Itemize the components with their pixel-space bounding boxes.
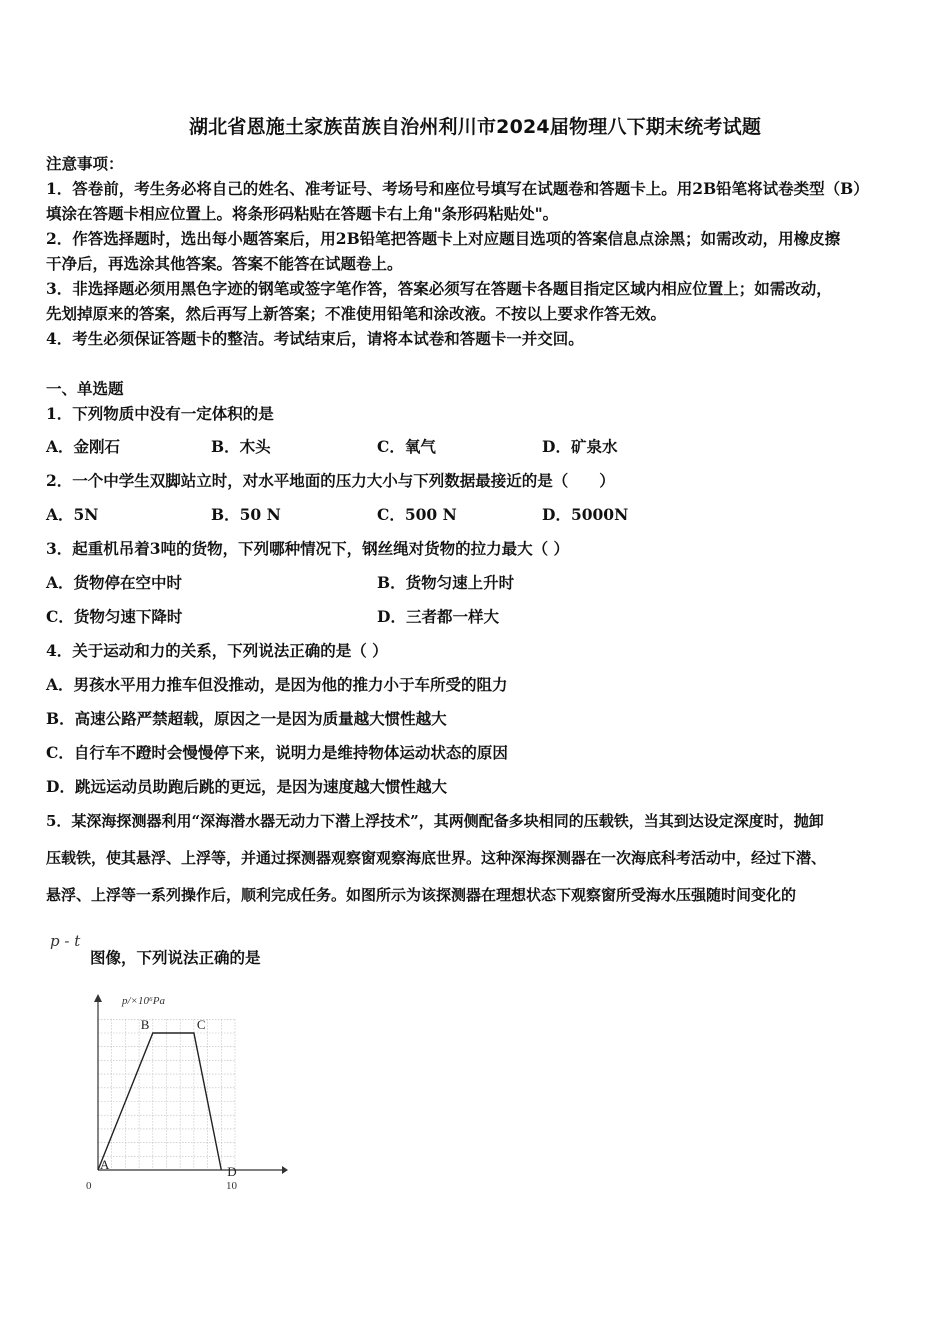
point-label-c: C [196,1017,206,1032]
q5-line: 压载铁，使其悬浮、上浮等，并通过探测器观察窗观察海底世界。这种深海探测器在一次海底科考活动中，经过下潜、 [46,849,827,867]
q3-option-b: B．货物匀速上升时 [377,573,515,592]
q1-option-d: D．矿泉水 [542,437,618,456]
x-tick-label: 10 [226,1180,237,1192]
q2-option-c: C．500 N [377,505,457,524]
q5-stem-tail: 图像，下列说法正确的是 [90,948,261,967]
point-label-b: B [140,1017,150,1032]
section-heading: 一、单选题 [46,379,124,398]
q5-line: 悬浮、上浮等一系列操作后，顺利完成任务。如图所示为该探测器在理想状态下观察窗所受海水压强随时间变化的 [46,886,797,904]
notice-line: 填涂在答题卡相应位置上。将条形码粘贴在答题卡右上角"条形码粘贴处"。 [46,204,559,223]
q4-stem: 4．关于运动和力的关系，下列说法正确的是（ ） [46,641,388,660]
q4-option-c: C．自行车不蹬时会慢慢停下来，说明力是维持物体运动状态的原因 [46,743,508,762]
q1-option-a: A．金刚石 [46,437,121,456]
notice-line: 4．考生必须保证答题卡的整洁。考试结束后，请将本试卷和答题卡一并交回。 [46,329,584,348]
x-origin-label: 0 [86,1180,92,1192]
q5-line: 5．某深海探测器利用“深海潜水器无动力下潜上浮技术”，其两侧配备多块相同的压载铁，当其到达设定深度时，抛卸 [46,812,824,830]
y-axis-label: p/×10⁶Pa [122,995,166,1007]
pressure-time-graph [78,988,288,1198]
y-axis-arrow [94,994,102,1002]
q1-option-c: C．氧气 [377,437,436,456]
graph-grid [98,1019,235,1170]
x-axis-arrow [282,1166,288,1174]
q2-option-b: B．50 N [211,505,281,524]
q1-option-b: B．木头 [211,437,271,456]
notice-line: 1．答卷前，考生务必将自己的姓名、准考证号、考场号和座位号填写在试题卷和答题卡上。用2B铅笔将试卷类型（B） [46,179,869,198]
page-title: 湖北省恩施土家族苗族自治州利川市2024届物理八下期末统考试题 [188,116,762,138]
point-label-d: D [227,1164,237,1179]
q2-option-a: A．5N [46,505,99,524]
notice-heading: 注意事项： [46,154,124,173]
notice-line: 3．非选择题必须用黑色字迹的钢笔或签字笔作答，答案必须写在答题卡各题目指定区域内相应位置上；如需改动， [46,279,832,298]
q3-option-d: D．三者都一样大 [377,607,499,626]
q1-stem: 1．下列物质中没有一定体积的是 [46,404,274,423]
notice-line: 干净后，再选涂其他答案。答案不能答在试题卷上。 [46,254,403,273]
q2-option-d: D．5000N [542,505,629,524]
q5-pt-label: p - t [50,932,81,950]
q2-stem: 2．一个中学生双脚站立时，对水平地面的压力大小与下列数据最接近的是（ ） [46,471,615,490]
q4-option-b: B．高速公路严禁超载，原因之一是因为质量越大惯性越大 [46,709,447,728]
notice-line: 2．作答选择题时，选出每小题答案后，用2B铅笔把答题卡上对应题目选项的答案信息点涂黑；如需改动，用橡皮擦 [46,229,841,248]
q4-option-d: D．跳远运动员助跑后跳的更远，是因为速度越大惯性越大 [46,777,447,796]
q4-option-a: A．男孩水平用力推车但没推动，是因为他的推力小于车所受的阻力 [46,675,508,694]
q3-stem: 3．起重机吊着3吨的货物，下列哪种情况下，钢丝绳对货物的拉力最大（ ） [46,539,569,558]
q3-option-a: A．货物停在空中时 [46,573,183,592]
notice-line: 先划掉原来的答案，然后再写上新答案；不准使用铅笔和涂改液。不按以上要求作答无效。 [46,304,667,323]
q3-option-c: C．货物匀速下降时 [46,607,183,626]
point-label-a: A [100,1157,110,1172]
